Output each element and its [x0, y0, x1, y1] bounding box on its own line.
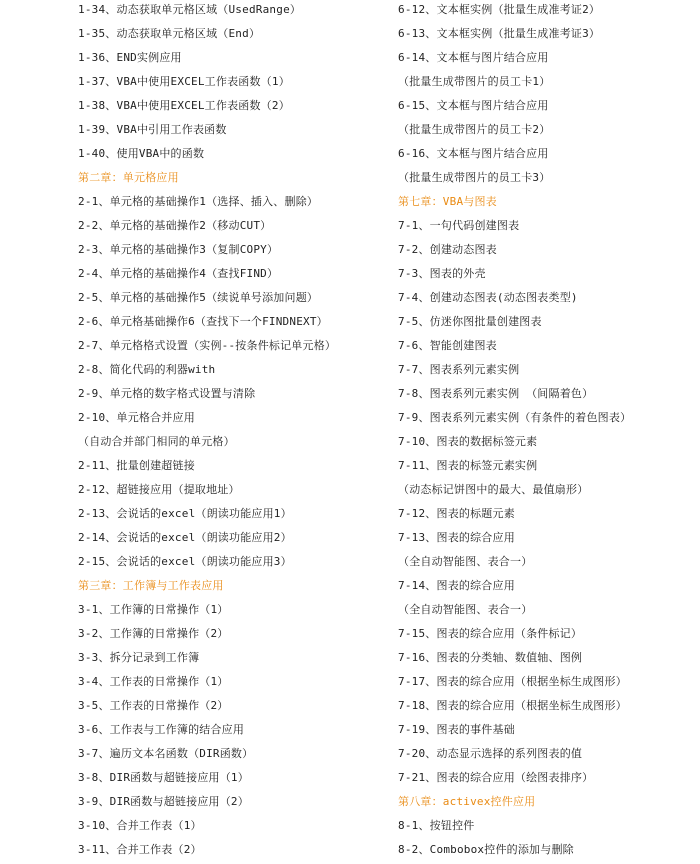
- toc-entry: 7-3、图表的外壳: [398, 267, 486, 280]
- toc-entry: 2-11、批量创建超链接: [78, 459, 195, 472]
- toc-entry: 7-16、图表的分类轴、数值轴、图例: [398, 651, 583, 664]
- toc-entry: 6-12、文本框实例（批量生成准考证2）: [398, 3, 601, 16]
- toc-entry: 7-11、图表的标签元素实例: [398, 459, 538, 472]
- toc-entry: 7-1、一句代码创建图表: [398, 219, 520, 232]
- toc-entry: 3-10、合并工作表（1）: [78, 819, 202, 832]
- toc-entry: （全自动智能图、表合一）: [398, 555, 533, 568]
- toc-entry: 2-6、单元格基础操作6（查找下一个FINDNEXT）: [78, 315, 328, 328]
- chapter-heading: 第二章：单元格应用: [78, 171, 179, 184]
- toc-entry: 6-14、文本框与图片结合应用: [398, 51, 549, 64]
- toc-entry: 8-1、按钮控件: [398, 819, 475, 832]
- toc-entry: 2-12、超链接应用（提取地址）: [78, 483, 240, 496]
- toc-entry: 6-13、文本框实例（批量生成准考证3）: [398, 27, 601, 40]
- toc-entry: 2-4、单元格的基础操作4（查找FIND）: [78, 267, 279, 280]
- toc-entry: 7-19、图表的事件基础: [398, 723, 515, 736]
- toc-entry: 2-15、会说话的excel（朗读功能应用3）: [78, 555, 292, 568]
- chapter-heading: 第八章：activex控件应用: [398, 795, 536, 808]
- toc-entry: 3-1、工作簿的日常操作（1）: [78, 603, 229, 616]
- toc-entry: 1-34、动态获取单元格区域（UsedRange）: [78, 3, 302, 16]
- toc-entry: 7-15、图表的综合应用（条件标记）: [398, 627, 583, 640]
- toc-entry: 3-11、合并工作表（2）: [78, 843, 202, 856]
- toc-entry: 6-15、文本框与图片结合应用: [398, 99, 549, 112]
- toc-entry: 7-14、图表的综合应用: [398, 579, 515, 592]
- toc-entry: 1-37、VBA中使用EXCEL工作表函数（1）: [78, 75, 290, 88]
- toc-entry: 2-1、单元格的基础操作1（选择、插入、删除）: [78, 195, 319, 208]
- toc-entry: 2-2、单元格的基础操作2（移动CUT）: [78, 219, 272, 232]
- toc-entry: 1-36、END实例应用: [78, 51, 182, 64]
- toc-entry: 3-7、遍历文本名函数（DIR函数）: [78, 747, 254, 760]
- toc-right-column: [398, 0, 698, 864]
- toc-entry: 7-6、智能创建图表: [398, 339, 497, 352]
- toc-entry: 2-13、会说话的excel（朗读功能应用1）: [78, 507, 292, 520]
- toc-entry: 7-12、图表的标题元素: [398, 507, 515, 520]
- toc-entry: （批量生成带图片的员工卡3）: [398, 171, 551, 184]
- toc-entry: 7-21、图表的综合应用（绘图表排序）: [398, 771, 594, 784]
- toc-entry: 2-14、会说话的excel（朗读功能应用2）: [78, 531, 292, 544]
- toc-entry: 7-8、图表系列元素实例 （间隔着色）: [398, 387, 594, 400]
- toc-entry: 1-35、动态获取单元格区域（End）: [78, 27, 261, 40]
- toc-entry: 2-9、单元格的数字格式设置与清除: [78, 387, 256, 400]
- toc-entry: 7-2、创建动态图表: [398, 243, 497, 256]
- toc-entry: 2-8、简化代码的利器with: [78, 363, 216, 376]
- toc-entry: 7-20、动态显示选择的系列图表的值: [398, 747, 583, 760]
- toc-entry: 3-3、拆分记录到工作簿: [78, 651, 200, 664]
- chapter-heading: 第七章：VBA与图表: [398, 195, 497, 208]
- toc-entry: 8-2、Combobox控件的添加与删除: [398, 843, 574, 856]
- toc-entry: 3-5、工作表的日常操作（2）: [78, 699, 229, 712]
- toc-entry: 2-10、单元格合并应用: [78, 411, 195, 424]
- toc-entry: 7-13、图表的综合应用: [398, 531, 515, 544]
- toc-entry: 2-5、单元格的基础操作5（续说单号添加问题）: [78, 291, 319, 304]
- toc-entry: 1-39、VBA中引用工作表函数: [78, 123, 227, 136]
- toc-entry: 7-7、图表系列元素实例: [398, 363, 520, 376]
- toc-entry: 3-9、DIR函数与超链接应用（2）: [78, 795, 249, 808]
- toc-entry: 7-4、创建动态图表(动态图表类型): [398, 291, 578, 304]
- toc-entry: 2-3、单元格的基础操作3（复制COPY）: [78, 243, 279, 256]
- toc-entry: 3-8、DIR函数与超链接应用（1）: [78, 771, 249, 784]
- toc-entry: 1-40、使用VBA中的函数: [78, 147, 205, 160]
- toc-entry: 3-2、工作簿的日常操作（2）: [78, 627, 229, 640]
- toc-entry: 6-16、文本框与图片结合应用: [398, 147, 549, 160]
- toc-entry: 7-9、图表系列元素实例（有条件的着色图表）: [398, 411, 632, 424]
- toc-entry: （批量生成带图片的员工卡2）: [398, 123, 551, 136]
- toc-entry: （动态标记饼图中的最大、最值扇形）: [398, 483, 589, 496]
- toc-entry: 7-18、图表的综合应用（根据坐标生成图形）: [398, 699, 627, 712]
- toc-entry: （自动合并部门相同的单元格）: [78, 435, 235, 448]
- toc-entry: 7-5、仿迷你图批量创建图表: [398, 315, 542, 328]
- toc-entry: 7-10、图表的数据标签元素: [398, 435, 538, 448]
- toc-entry: 7-17、图表的综合应用（根据坐标生成图形）: [398, 675, 627, 688]
- toc-entry: （批量生成带图片的员工卡1）: [398, 75, 551, 88]
- toc-entry: 1-38、VBA中使用EXCEL工作表函数（2）: [78, 99, 290, 112]
- toc-entry: 3-6、工作表与工作簿的结合应用: [78, 723, 245, 736]
- toc-entry: 2-7、单元格格式设置（实例--按条件标记单元格）: [78, 339, 337, 352]
- toc-entry: （全自动智能图、表合一）: [398, 603, 533, 616]
- toc-entry: 3-4、工作表的日常操作（1）: [78, 675, 229, 688]
- toc-left-column: [78, 0, 388, 864]
- chapter-heading: 第三章：工作簿与工作表应用: [78, 579, 224, 592]
